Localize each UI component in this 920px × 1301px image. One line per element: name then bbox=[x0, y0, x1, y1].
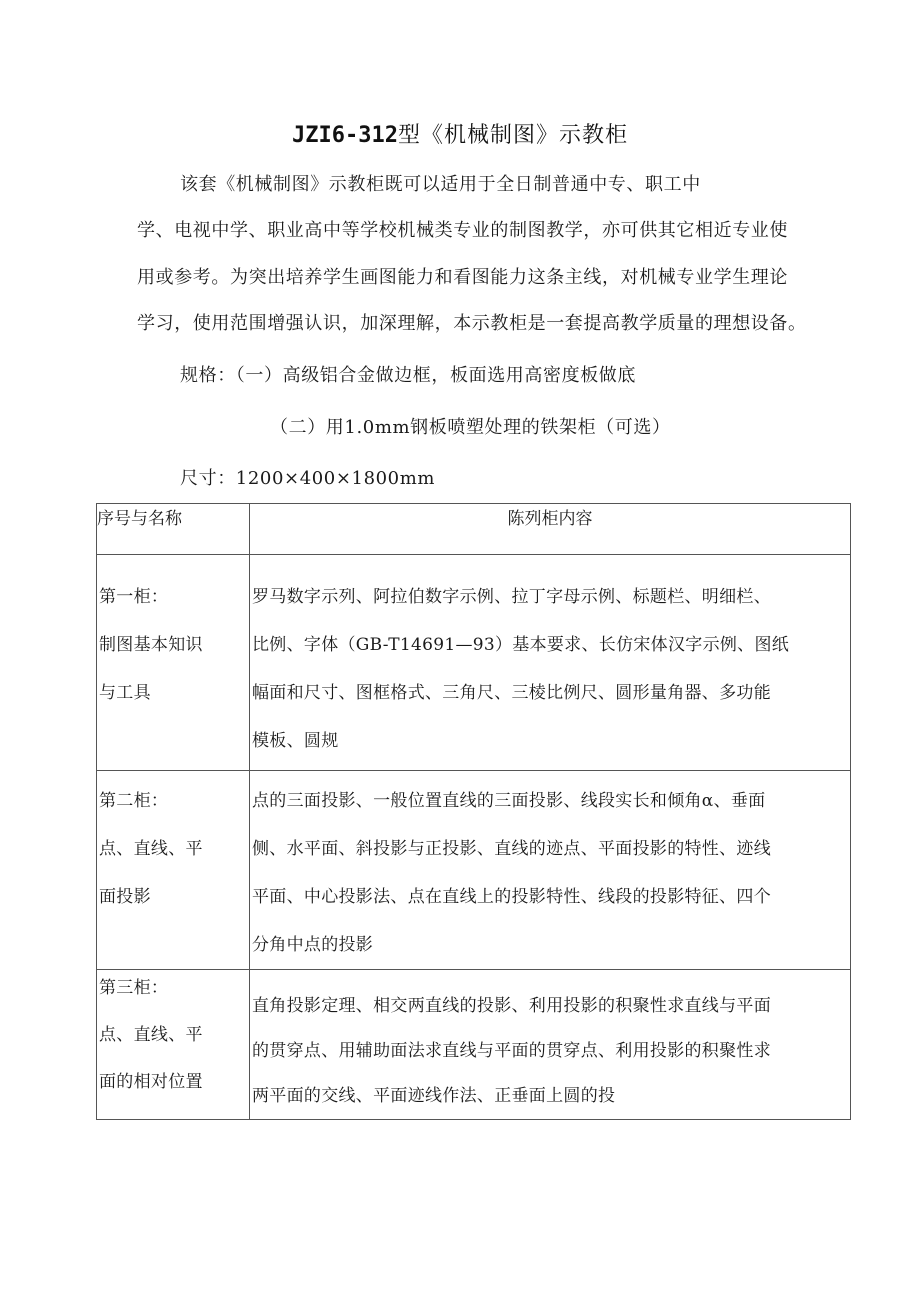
intro-line-2: 学、电视中学、职业高中等学校机械类专业的制图教学，亦可供其它相近专业使 bbox=[137, 220, 788, 241]
cabinet-name-line: 第一柜： bbox=[99, 587, 169, 607]
title-text: 型《机械制图》示教柜 bbox=[397, 123, 628, 148]
cabinet-name-line: 面的相对位置 bbox=[99, 1072, 203, 1092]
exhibit-cabinet-table bbox=[96, 503, 851, 1120]
cabinet-name-cell bbox=[97, 970, 250, 1120]
header-content-cell bbox=[250, 504, 851, 555]
intro-line-1: 该套《机械制图》示教柜既可以适用于全日制普通中专、职工中 bbox=[180, 174, 701, 195]
spec-line-2: （二）用1.0mm钢板喷塑处理的铁架柜（可选） bbox=[270, 417, 671, 438]
cabinet-content-line: 分角中点的投影 bbox=[252, 935, 374, 955]
header-name-label: 序号与名称 bbox=[97, 509, 182, 529]
document-title bbox=[0, 118, 920, 149]
cabinet-name-line: 点、直线、平 bbox=[99, 1025, 203, 1045]
cabinet-content-line: 的贯穿点、用辅助面法求直线与平面的贯穿点、利用投影的积聚性求 bbox=[252, 1041, 771, 1061]
cabinet-content-line: 模板、圆规 bbox=[252, 731, 339, 751]
cabinet-content-line: 直角投影定理、相交两直线的投影、利用投影的积聚性求直线与平面 bbox=[252, 996, 771, 1016]
cabinet-content-cell bbox=[250, 771, 851, 970]
cabinet-name-line: 制图基本知识 bbox=[99, 635, 203, 655]
cabinet-content-line: 比例、字体（GB-T14691—93）基本要求、长仿宋体汉字示例、图纸 bbox=[252, 635, 790, 655]
intro-line-4: 学习，使用范围增强认识，加深理解，本示教柜是一套提高教学质量的理想设备。 bbox=[137, 313, 807, 334]
cabinet-content-cell bbox=[250, 555, 851, 771]
cabinet-content-line: 平面、中心投影法、点在直线上的投影特性、线段的投影特征、四个 bbox=[252, 887, 771, 907]
cabinet-content-line: 点的三面投影、一般位置直线的三面投影、线段实长和倾角α、垂面 bbox=[252, 791, 766, 811]
table-row bbox=[97, 555, 851, 771]
table-row bbox=[97, 970, 851, 1120]
cabinet-name-cell bbox=[97, 771, 250, 970]
cabinet-name-cell bbox=[97, 555, 250, 771]
cabinet-content-line: 罗马数字示列、阿拉伯数字示例、拉丁字母示例、标题栏、明细栏、 bbox=[252, 587, 771, 607]
cabinet-content-line: 侧、水平面、斜投影与正投影、直线的迹点、平面投影的特性、迹线 bbox=[252, 839, 771, 859]
table-header-row bbox=[97, 504, 851, 555]
cabinet-name-line: 第二柜： bbox=[99, 791, 169, 811]
title-model-number: JZI6-312 bbox=[292, 123, 398, 148]
cabinet-name-line: 第三柜： bbox=[99, 978, 169, 998]
size-line: 尺寸：1200×400×1800mm bbox=[180, 468, 436, 489]
spec-line-1: 规格：（一）高级铝合金做边框，板面选用高密度板做底 bbox=[180, 365, 636, 386]
cabinet-name-line: 与工具 bbox=[99, 683, 151, 703]
intro-line-3: 用或参考。为突出培养学生画图能力和看图能力这条主线，对机械专业学生理论 bbox=[137, 267, 788, 288]
cabinet-content-cell bbox=[250, 970, 851, 1120]
header-content-label: 陈列柜内容 bbox=[507, 509, 593, 529]
cabinet-content-line: 幅面和尺寸、图框格式、三角尺、三棱比例尺、圆形量角器、多功能 bbox=[252, 683, 771, 703]
header-name-cell bbox=[97, 504, 250, 555]
table-row bbox=[97, 771, 851, 970]
cabinet-name-line: 点、直线、平 bbox=[99, 839, 203, 859]
cabinet-content-line: 两平面的交线、平面迹线作法、正垂面上圆的投 bbox=[252, 1086, 616, 1106]
cabinet-name-line: 面投影 bbox=[99, 887, 151, 907]
